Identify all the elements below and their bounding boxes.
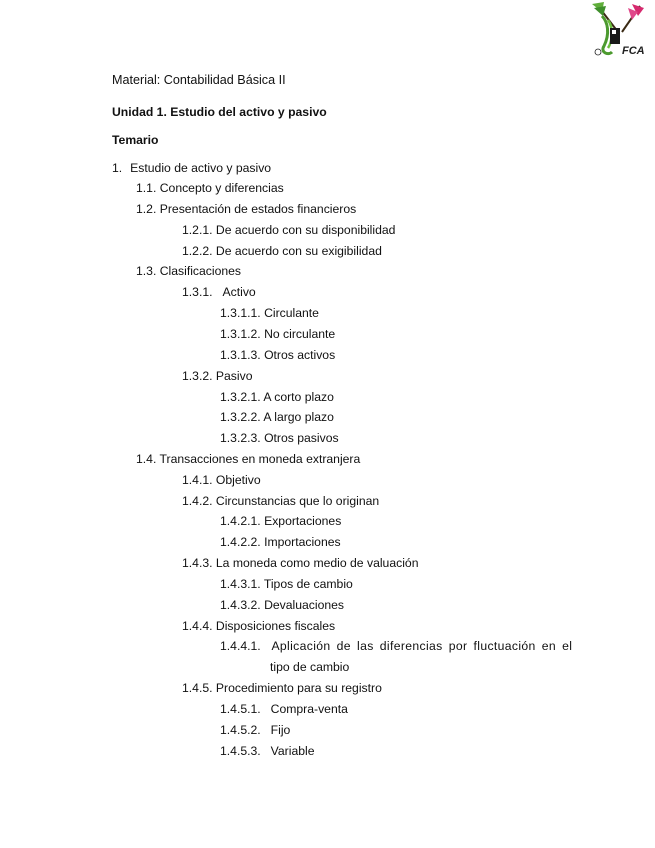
list-item	[220, 431, 339, 445]
item-text: Importaciones	[264, 535, 341, 549]
item-number: 1.4.5.	[182, 681, 213, 695]
list-item	[182, 369, 252, 383]
item-number: 1.4.5.2.	[220, 723, 261, 737]
item-number: 1.3.2.2.	[220, 410, 261, 424]
item-number: 1.3.1.	[182, 285, 213, 299]
item-number: 1.	[112, 161, 123, 175]
list-item	[182, 244, 382, 258]
item-number: 1.4.4.1.	[220, 639, 261, 653]
list-item	[136, 181, 284, 195]
item-number: 1.4.4.	[182, 619, 213, 633]
item-text: Otros pasivos	[264, 431, 339, 445]
item-number: 1.3.1.2.	[220, 327, 261, 341]
item-number: 1.4.2.2.	[220, 535, 261, 549]
section-heading: Temario	[112, 133, 159, 147]
list-item	[182, 619, 335, 633]
fca-logo	[588, 2, 648, 60]
item-number: 1.2.2.	[182, 244, 213, 258]
item-number: 1.2.1.	[182, 223, 213, 237]
unit-heading: Unidad 1. Estudio del activo y pasivo	[112, 105, 327, 119]
list-item	[182, 681, 382, 695]
item-text: A largo plazo	[263, 410, 334, 424]
item-text: A corto plazo	[263, 390, 334, 404]
list-item	[220, 702, 348, 716]
list-item	[182, 556, 418, 570]
list-item	[220, 744, 314, 758]
list-item	[220, 598, 344, 612]
list-item	[136, 202, 356, 216]
logo-label: FCA	[622, 45, 645, 57]
item-text: Estudio de activo y pasivo	[130, 161, 272, 175]
list-item	[136, 452, 360, 466]
item-number: 1.4.	[136, 452, 157, 466]
list-item	[136, 264, 241, 278]
item-number: 1.3.1.3.	[220, 348, 261, 362]
list-item	[220, 348, 335, 362]
item-text: Tipos de cambio	[263, 577, 353, 591]
list-item	[220, 410, 334, 424]
item-text: Concepto y diferencias	[159, 181, 284, 195]
list-item	[220, 306, 319, 320]
item-number: 1.4.3.2.	[220, 598, 261, 612]
item-text: Clasificaciones	[159, 264, 242, 278]
item-number: 1.4.5.1.	[220, 702, 261, 716]
item-text: Aplicación de las diferencias por fluctuación en el	[271, 639, 573, 653]
item-text: Transacciones en moneda extranjera	[159, 452, 361, 466]
item-text: Compra-venta	[270, 702, 348, 716]
list-item	[182, 223, 395, 237]
item-text: Pasivo	[215, 369, 253, 383]
list-item	[182, 473, 261, 487]
item-text: Disposiciones fiscales	[215, 619, 336, 633]
broom-icon	[592, 2, 618, 32]
item-text: Circulante	[264, 306, 319, 320]
item-text: La moneda como medio de valuación	[215, 556, 419, 570]
item-number: 1.4.1.	[182, 473, 213, 487]
item-text: Exportaciones	[264, 514, 342, 528]
item-text: Variable	[270, 744, 315, 758]
item-text: Devaluaciones	[264, 598, 345, 612]
list-item	[112, 161, 271, 175]
brush-icon	[622, 4, 644, 32]
list-item	[220, 390, 334, 404]
list-item	[182, 494, 379, 508]
item-number: 1.3.2.	[182, 369, 213, 383]
item-number: 1.4.5.3.	[220, 744, 261, 758]
item-number: 1.4.2.1.	[220, 514, 261, 528]
item-number: 1.3.2.3.	[220, 431, 261, 445]
item-text: Objetivo	[215, 473, 261, 487]
item-text: Otros activos	[264, 348, 336, 362]
item-text: Procedimiento para su registro	[215, 681, 382, 695]
item-text: Presentación de estados financieros	[159, 202, 357, 216]
item-number: 1.3.2.1.	[220, 390, 261, 404]
list-item	[220, 327, 335, 341]
item-text: De acuerdo con su disponibilidad	[215, 223, 396, 237]
list-item	[220, 514, 341, 528]
list-item-continuation: tipo de cambio	[270, 660, 350, 674]
item-number: 1.1.	[136, 181, 157, 195]
item-number: 1.3.1.1.	[220, 306, 261, 320]
list-item	[220, 577, 353, 591]
item-number: 1.3.	[136, 264, 157, 278]
list-item	[182, 285, 256, 299]
item-text: Circunstancias que lo originan	[215, 494, 380, 508]
item-text: No circulante	[264, 327, 336, 341]
item-text: Fijo	[270, 723, 291, 737]
item-text: De acuerdo con su exigibilidad	[215, 244, 382, 258]
item-number: 1.2.	[136, 202, 157, 216]
item-number: 1.4.2.	[182, 494, 213, 508]
item-number: 1.4.3.1.	[220, 577, 261, 591]
material-title: Material: Contabilidad Básica II	[112, 73, 286, 87]
list-item	[220, 723, 290, 737]
list-item	[220, 639, 572, 653]
item-text: Activo	[222, 285, 256, 299]
list-item	[220, 535, 341, 549]
item-number: 1.4.3.	[182, 556, 213, 570]
